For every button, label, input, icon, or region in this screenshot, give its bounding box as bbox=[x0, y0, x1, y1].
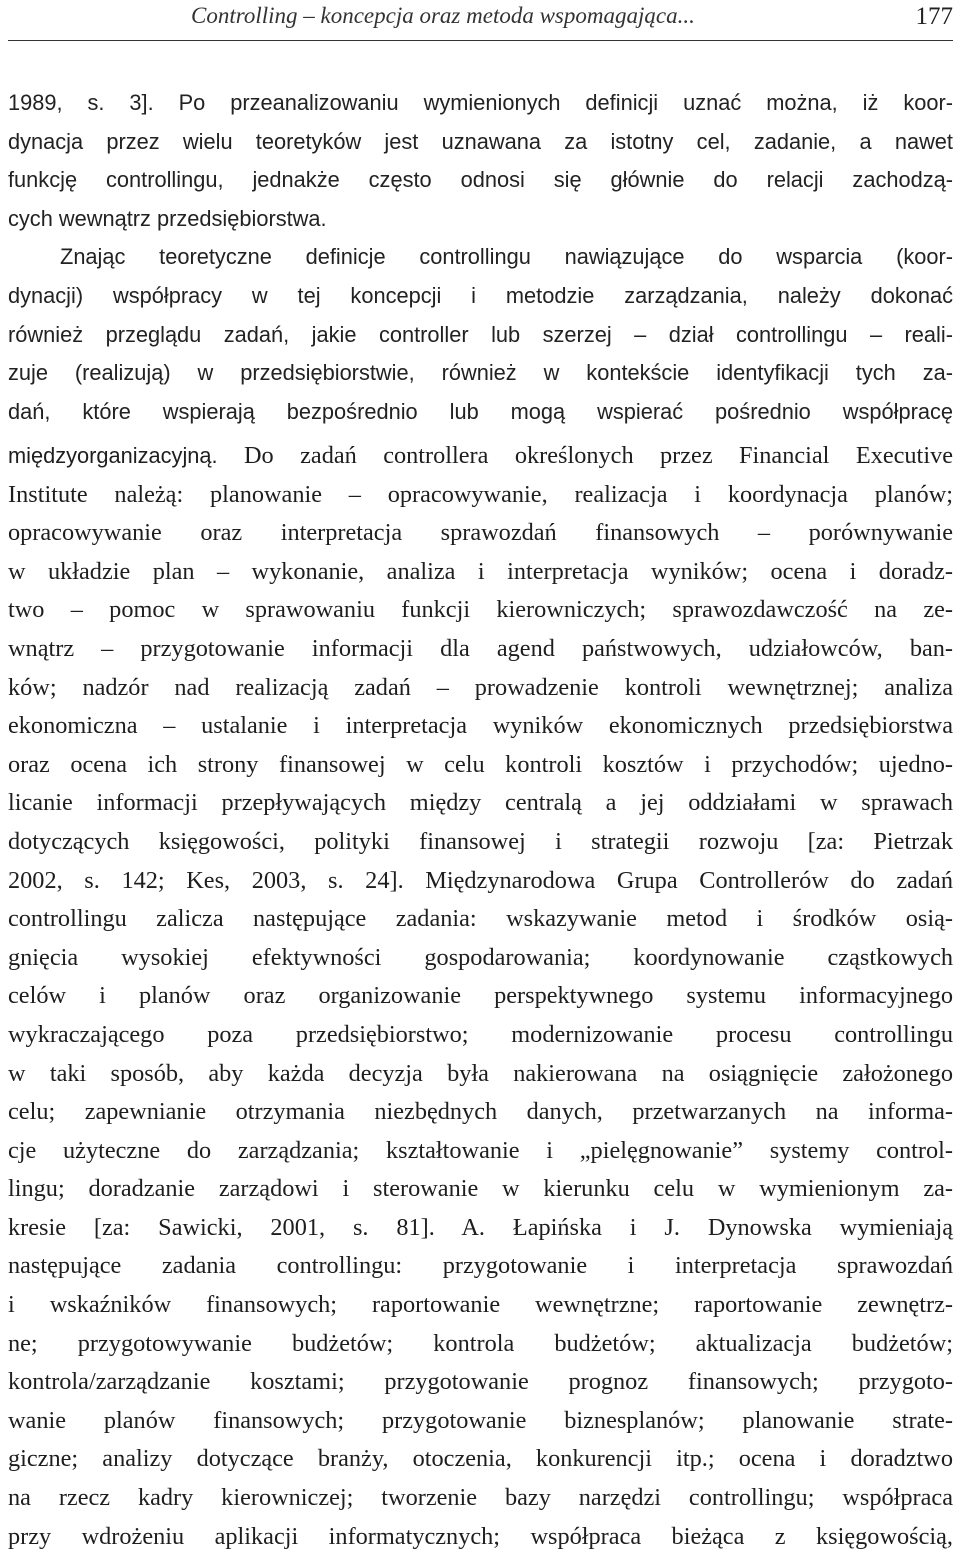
text-line: cje użyteczne do zarządzania; kształtowanie i „pielęgnowanie” systemy control- bbox=[8, 1136, 953, 1164]
text-line: cych wewnątrz przedsiębiorstwa. bbox=[8, 205, 327, 231]
text-line: celów i planów oraz organizowanie perspektywnego systemu informacyjnego bbox=[8, 982, 953, 1010]
text-line: controllingu zalicza następujące zadania: wskazywanie metod i środków osią- bbox=[8, 905, 953, 933]
text-line: ne; przygotowywanie budżetów; kontrola budżetów; aktualizacja budżetów; bbox=[8, 1329, 953, 1357]
text-line: opracowywanie oraz interpretacja sprawozdań finansowych – porównywanie bbox=[8, 519, 953, 547]
body-text-sans bbox=[8, 84, 953, 431]
serif-lines bbox=[8, 476, 953, 1556]
text-line: wanie planów finansowych; przygotowanie biznesplanów; planowanie strate- bbox=[8, 1406, 953, 1434]
text-line: two – pomoc w sprawowaniu funkcji kierowniczych; sprawozdawczość na ze- bbox=[8, 596, 953, 624]
text-line: ków; nadzór nad realizacją zadań – prowadzenie kontroli wewnętrznej; analiza bbox=[8, 673, 953, 701]
text-line: dotyczących księgowości, polityki finansowej i strategii rozwoju [za: Pietrzak bbox=[8, 827, 953, 855]
body-text-serif bbox=[8, 437, 953, 1556]
text-line: dań, które wspierają bezpośrednio lub mogą wspierać pośrednio współpracę bbox=[8, 398, 953, 424]
text-line: Institute należą: planowanie – opracowywanie, realizacja i koordynacja planów; bbox=[8, 480, 953, 508]
text-line: przy wdrożeniu aplikacji informatycznych; współpraca bieżąca z księgowością, bbox=[8, 1522, 953, 1550]
text-fragment-sans: międzyorganizacyjną. bbox=[8, 443, 218, 468]
text-line: wykraczającego poza przedsiębiorstwo; modernizowanie procesu controllingu bbox=[8, 1020, 953, 1048]
text-line: w taki sposób, aby każda decyzja była nakierowana na osiągnięcie założonego bbox=[8, 1059, 953, 1087]
text-line: ekonomiczna – ustalanie i interpretacja wyników ekonomicznych przedsiębiorstwa bbox=[8, 712, 953, 740]
text-line-mixed bbox=[8, 437, 953, 476]
text-line: w układzie plan – wykonanie, analiza i interpretacja wyników; ocena i doradz- bbox=[8, 557, 953, 585]
text-line: również przeglądu zadań, jakie controller lub szerzej – dział controllingu – reali- bbox=[8, 321, 953, 347]
text-line: licanie informacji przepływających między centralą a jej oddziałami w sprawach bbox=[8, 789, 953, 817]
text-line: celu; zapewnianie otrzymania niezbędnych danych, przetwarzanych na informa- bbox=[8, 1098, 953, 1126]
running-title: Controlling – koncepcja oraz metoda wspomagająca... bbox=[191, 3, 695, 28]
text-line: 2002, s. 142; Kes, 2003, s. 24]. Międzynarodowa Grupa Controllerów do zadań bbox=[8, 866, 953, 894]
text-line: oraz ocena ich strony finansowej w celu kontroli kosztów i przychodów; ujedno- bbox=[8, 750, 953, 778]
text-line: kontrola/zarządzanie kosztami; przygotowanie prognoz finansowych; przygoto- bbox=[8, 1368, 953, 1396]
text-line: i wskaźników finansowych; raportowanie wewnętrzne; raportowanie zewnętrz- bbox=[8, 1291, 953, 1319]
text-line: gnięcia wysokiej efektywności gospodarowania; koordynowanie cząstkowych bbox=[8, 943, 953, 971]
text-line: funkcję controllingu, jednakże często odnosi się głównie do relacji zachodzą- bbox=[8, 167, 953, 193]
text-line: na rzecz kadry kierowniczej; tworzenie bazy narzędzi controllingu; współpraca bbox=[8, 1484, 953, 1512]
text-line: giczne; analizy dotyczące branży, otoczenia, konkurencji itp.; ocena i doradztwo bbox=[8, 1445, 953, 1473]
text-line: następujące zadania controllingu: przygotowanie i interpretacja sprawozdań bbox=[8, 1252, 953, 1280]
running-header bbox=[8, 0, 953, 41]
text-line: Znając teoretyczne definicje controllingu nawiązujące do wsparcia (koor- bbox=[60, 244, 953, 270]
text-line: dynacji) współpracy w tej koncepcji i metodzie zarządzania, należy dokonać bbox=[8, 282, 953, 308]
page-number: 177 bbox=[915, 3, 953, 30]
text-line: lingu; doradzanie zarządowi i sterowanie w kierunku celu w wymienionym za- bbox=[8, 1175, 953, 1203]
text-line: dynacja przez wielu teoretyków jest uznawana za istotny cel, zadanie, a nawet bbox=[8, 128, 953, 154]
text-line: kresie [za: Sawicki, 2001, s. 81]. A. Łapińska i J. Dynowska wymieniają bbox=[8, 1213, 953, 1241]
text-fragment-serif: Do zadań controllera określonych przez Financial Executive bbox=[217, 442, 953, 469]
text-line: zuje (realizują) w przedsiębiorstwie, również w kontekście identyfikacji tych za- bbox=[8, 360, 953, 386]
text-line: wnątrz – przygotowanie informacji dla agend państwowych, udziałowców, ban- bbox=[8, 634, 953, 662]
text-line: 1989, s. 3]. Po przeanalizowaniu wymienionych definicji uznać można, iż koor- bbox=[8, 90, 953, 115]
